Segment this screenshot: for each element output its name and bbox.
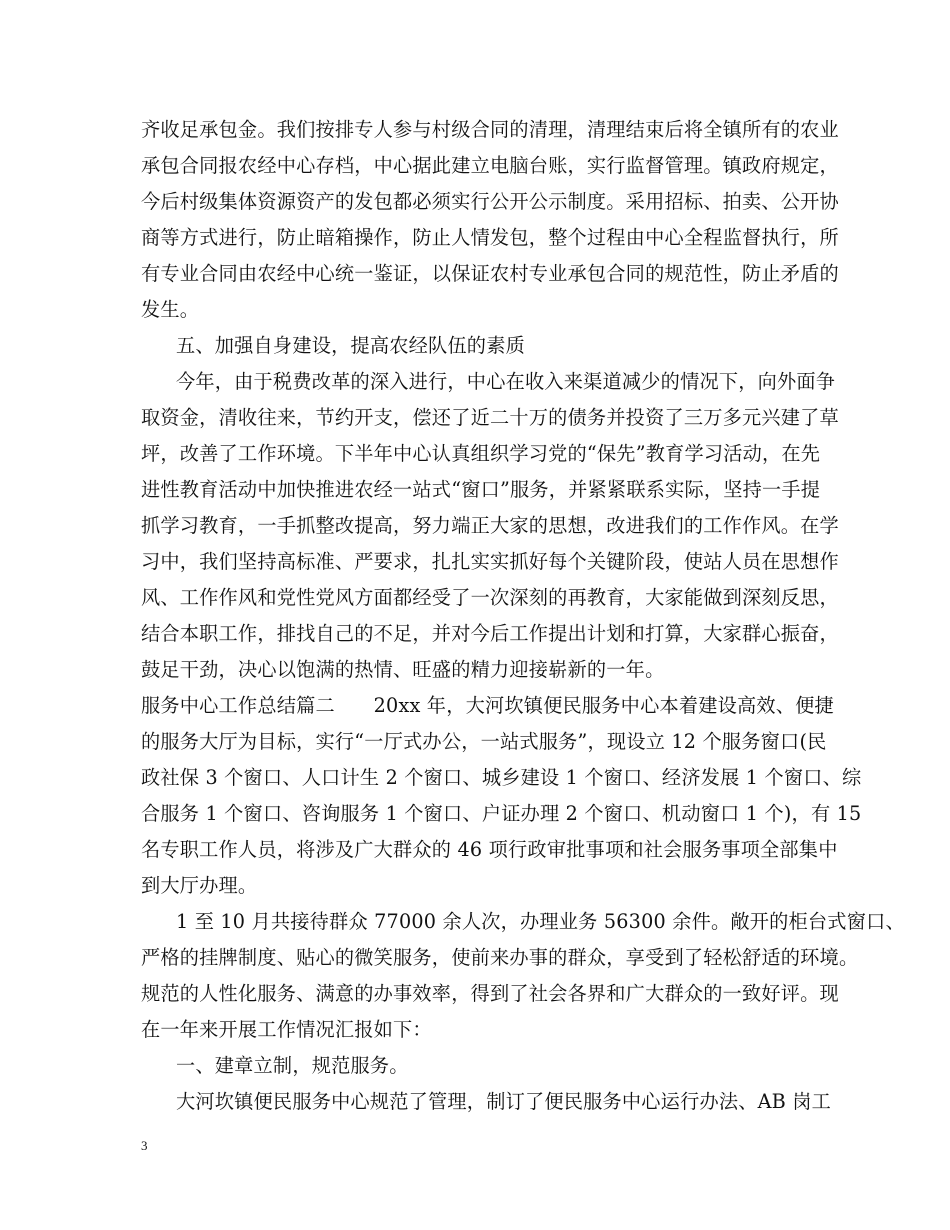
text-line: 大河坎镇便民服务中心规范了管理，制订了便民服务中心运行办法、AB 岗工 bbox=[176, 1090, 832, 1113]
page-number: 3 bbox=[141, 1138, 148, 1153]
text-line: 坪，改善了工作环境。下半年中心认真组织学习党的“保先”教育学习活动，在先 bbox=[141, 442, 821, 465]
section-heading: 一、建章立制，规范服务。 bbox=[176, 1054, 409, 1077]
text-line: 在一年来开展工作情况汇报如下： bbox=[141, 1018, 432, 1041]
text-line: 承包合同报农经中心存档，中心据此建立电脑台账，实行监督管理。镇政府规定， bbox=[141, 154, 839, 177]
text-line: 发生。 bbox=[141, 298, 200, 321]
text-line: 规范的人性化服务、满意的办事效率，得到了社会各界和广大群众的一致好评。现 bbox=[141, 982, 839, 1005]
text-line: 有专业合同由农经中心统一鉴证，以保证农村专业承包合同的规范性，防止矛盾的 bbox=[141, 262, 839, 285]
text-line: 齐收足承包金。我们按排专人参与村级合同的清理，清理结束后将全镇所有的农业 bbox=[141, 118, 839, 141]
section-heading: 五、加强自身建设，提高农经队伍的素质 bbox=[176, 334, 525, 357]
text-line: 鼓足干劲，决心以饱满的热情、旺盛的精力迎接崭新的一年。 bbox=[141, 658, 665, 681]
text-line: 商等方式进行，防止暗箱操作，防止人情发包，整个过程由中心全程监督执行，所 bbox=[141, 226, 839, 249]
text-line: 进性教育活动中加快推进农经一站式“窗口”服务，并紧紧联系实际，坚持一手提 bbox=[141, 478, 821, 501]
text-line: 名专职工作人员，将涉及广大群众的 46 项行政审批事项和社会服务事项全部集中 bbox=[141, 838, 838, 861]
text-line: 风、工作作风和党性党风方面都经受了一次深刻的再教育，大家能做到深刻反思， bbox=[141, 586, 839, 609]
text-line: 今后村级集体资源资产的发包都必须实行公开公示制度。采用招标、拍卖、公开协 bbox=[141, 190, 839, 213]
text-line: 的服务大厅为目标，实行“一厅式办公，一站式服务”，现设立 12 个服务窗口(民 bbox=[141, 730, 827, 753]
text-line: 1 至 10 月共接待群众 77000 余人次，办理业务 56300 余件。敞开的柜台式窗口、 bbox=[176, 910, 905, 933]
text-line: 合服务 1 个窗口、咨询服务 1 个窗口、户证办理 2 个窗口、机动窗口 1 个)，有 15 bbox=[141, 802, 862, 825]
text-line: 到大厅办理。 bbox=[141, 874, 258, 897]
text-line: 服务中心工作总结篇二 20xx 年，大河坎镇便民服务中心本着建设高效、便捷 bbox=[141, 694, 834, 717]
text-line: 习中，我们坚持高标准、严要求，扎扎实实抓好每个关键阶段，使站人员在思想作 bbox=[141, 550, 839, 573]
text-line: 严格的挂牌制度、贴心的微笑服务，使前来办事的群众，享受到了轻松舒适的环境。 bbox=[141, 946, 859, 969]
text-line: 今年，由于税费改革的深入进行，中心在收入来渠道减少的情况下，向外面争 bbox=[176, 370, 836, 393]
text-line: 结合本职工作，排找自己的不足，并对今后工作提出计划和打算，大家群心振奋， bbox=[141, 622, 839, 645]
text-line: 政社保 3 个窗口、人口计生 2 个窗口、城乡建设 1 个窗口、经济发展 1 个窗口、综 bbox=[141, 766, 862, 789]
text-line: 抓学习教育，一手抓整改提高，努力端正大家的思想，改进我们的工作作风。在学 bbox=[141, 514, 839, 537]
text-line: 取资金，清收往来，节约开支，偿还了近二十万的债务并投资了三万多元兴建了草 bbox=[141, 406, 839, 429]
